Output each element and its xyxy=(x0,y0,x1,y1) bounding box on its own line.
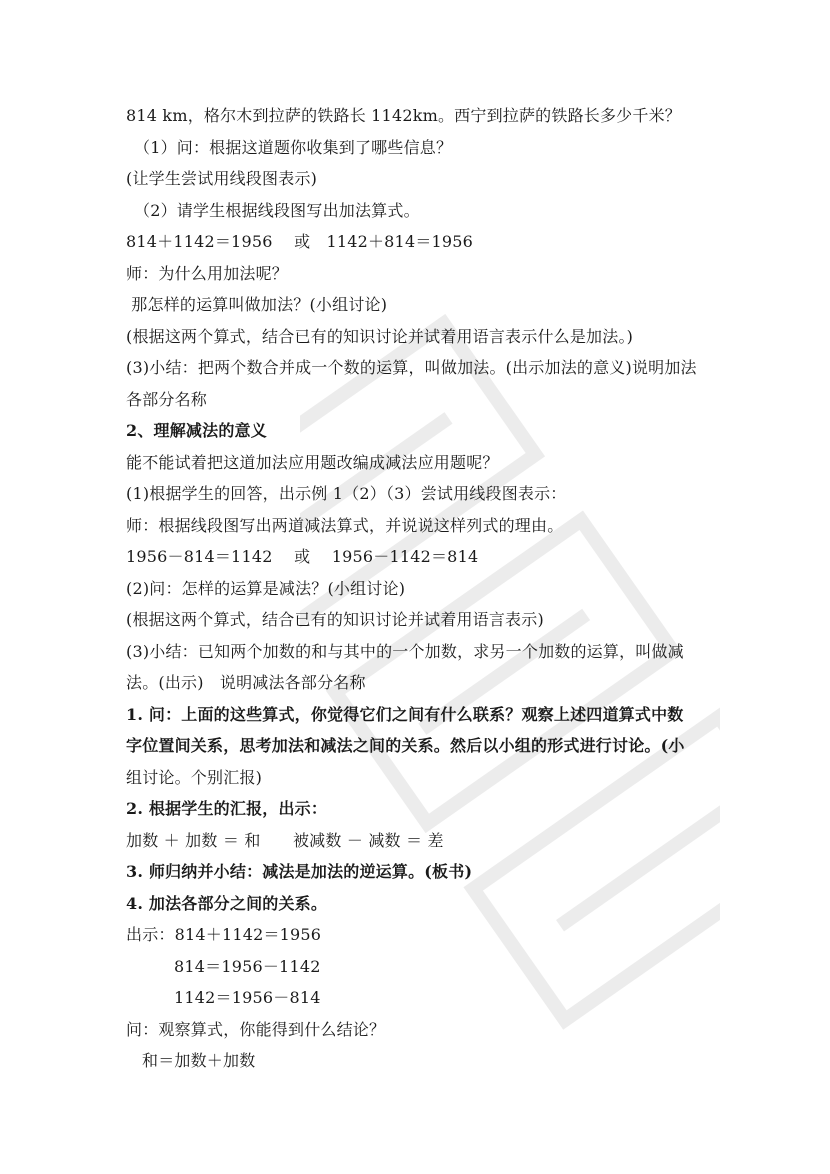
text-line: (3)小结：已知两个加数的和与其中的一个加数，求另一个加数的运算，叫做减 xyxy=(126,641,684,661)
text-line: 法。(出示) 说明减法各部分名称 xyxy=(126,673,366,692)
section-heading: 2、理解减法的意义 xyxy=(126,421,267,440)
text-line: 那怎样的运算叫做加法？(小组讨论) xyxy=(126,295,388,314)
text-line: 814＝1956－1142 xyxy=(174,956,321,976)
text-line: (根据这两个算式，结合已有的知识讨论并试着用语言表示什么是加法。) xyxy=(126,326,634,346)
document-body xyxy=(126,100,716,1077)
text-line: 和＝加数＋加数 xyxy=(142,1051,256,1070)
text-line: (2)问：怎样的运算是减法？(小组讨论) xyxy=(126,578,406,598)
text-line-bold: 3. 师归纳并小结：减法是加法的逆运算。(板书) xyxy=(126,862,473,881)
text-line: 组讨论。个别汇报) xyxy=(126,767,263,787)
text-line: 加数 ＋ 加数 ＝ 和 被减数 － 减数 ＝ 差 xyxy=(126,830,444,850)
text-line: 出示：814＋1142＝1956 xyxy=(126,925,322,944)
text-line: 各部分名称 xyxy=(126,389,208,409)
text-line: 问：观察算式，你能得到什么结论？ xyxy=(126,1019,386,1039)
text-line: 814 km，格尔木到拉萨的铁路长 1142km。西宁到拉萨的铁路长多少千米？ xyxy=(126,106,681,125)
text-line: 1142＝1956－814 xyxy=(174,988,321,1007)
text-line: 师：根据线段图写出两道减法算式，并说说这样列式的理由。 xyxy=(126,515,564,535)
text-line: （1）问：根据这道题你收集到了哪些信息？ xyxy=(134,137,453,157)
text-line: 814＋1142＝1956 或 1142＋814＝1956 xyxy=(126,232,474,251)
text-line-bold: 字位置间关系，思考加法和减法之间的关系。然后以小组的形式进行讨论。(小 xyxy=(126,736,685,755)
text-line-bold: 2. 根据学生的汇报，出示： xyxy=(126,799,328,818)
text-line: (根据这两个算式，结合已有的知识讨论并试着用语言表示) xyxy=(126,610,544,629)
text-line: 1956－814＝1142 或 1956－1142＝814 xyxy=(126,547,479,566)
text-line: (让学生尝试用线段图表示) xyxy=(126,169,318,188)
text-line: 师：为什么用加法呢？ xyxy=(126,263,289,283)
text-line: (3)小结：把两个数合并成一个数的运算，叫做加法。(出示加法的意义)说明加法 xyxy=(126,358,697,377)
text-line: (1)根据学生的回答，出示例 1（2）（3）尝试用线段图表示： xyxy=(126,484,567,503)
text-line-bold: 1. 问：上面的这些算式，你觉得它们之间有什么联系？观察上述四道算式中数 xyxy=(126,704,684,724)
text-line: （2）请学生根据线段图写出加法算式。 xyxy=(134,200,420,220)
text-line-bold: 4. 加法各部分之间的关系。 xyxy=(126,893,328,913)
text-line: 能不能试着把这道加法应用题改编成减法应用题呢？ xyxy=(126,452,499,472)
